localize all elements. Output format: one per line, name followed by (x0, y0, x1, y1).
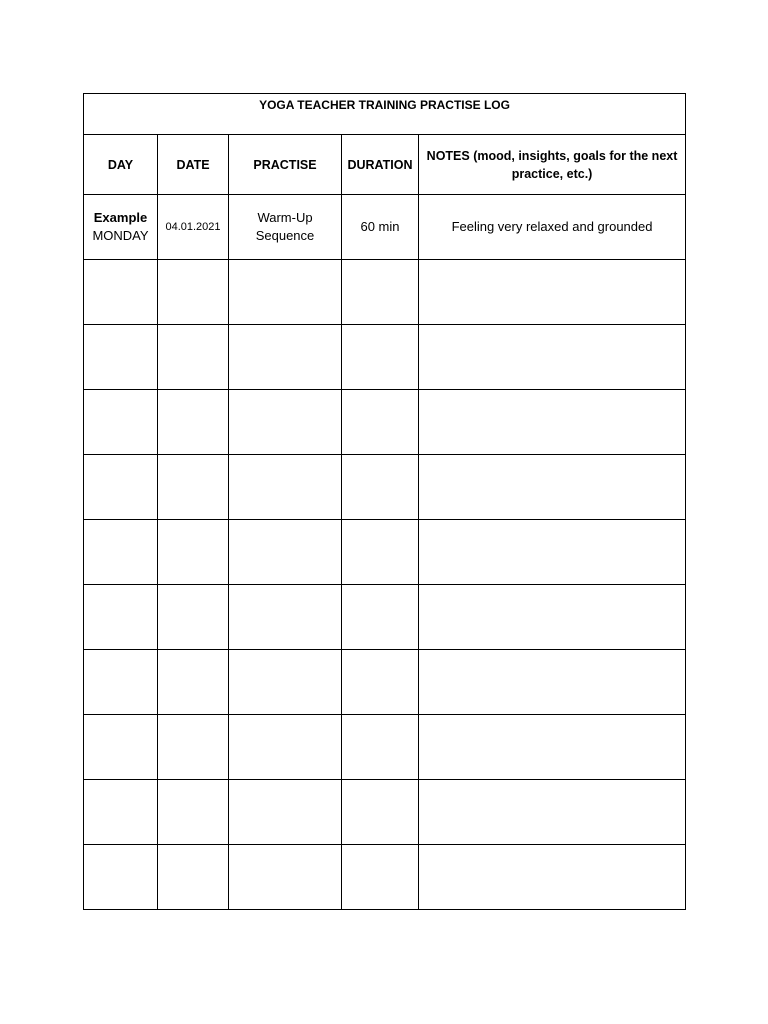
example-notes: Feeling very relaxed and grounded (419, 195, 686, 260)
notes-cell[interactable] (419, 845, 686, 910)
date-cell[interactable] (158, 780, 229, 845)
duration-cell[interactable] (342, 520, 419, 585)
practise-cell[interactable] (229, 260, 342, 325)
date-cell[interactable] (158, 715, 229, 780)
day-cell[interactable] (84, 845, 158, 910)
log-title: YOGA TEACHER TRAINING PRACTISE LOG (84, 94, 686, 135)
table-row (84, 325, 686, 390)
header-row (84, 135, 686, 195)
practise-cell[interactable] (229, 390, 342, 455)
day-cell[interactable] (84, 715, 158, 780)
duration-cell[interactable] (342, 455, 419, 520)
practise-cell[interactable] (229, 455, 342, 520)
practise-log-table (83, 93, 686, 910)
practise-cell[interactable] (229, 715, 342, 780)
duration-cell[interactable] (342, 650, 419, 715)
duration-cell[interactable] (342, 780, 419, 845)
example-label: Example (93, 210, 148, 225)
example-row (84, 195, 686, 260)
notes-cell[interactable] (419, 780, 686, 845)
example-practise-cell (229, 195, 342, 260)
notes-cell[interactable] (419, 520, 686, 585)
day-cell[interactable] (84, 325, 158, 390)
day-cell[interactable] (84, 260, 158, 325)
practise-cell[interactable] (229, 650, 342, 715)
table-row (84, 715, 686, 780)
notes-cell[interactable] (419, 585, 686, 650)
notes-cell[interactable] (419, 455, 686, 520)
table-row (84, 455, 686, 520)
date-cell[interactable] (158, 845, 229, 910)
example-day-cell (84, 195, 158, 260)
date-cell[interactable] (158, 325, 229, 390)
duration-cell[interactable] (342, 845, 419, 910)
day-cell[interactable] (84, 520, 158, 585)
notes-cell[interactable] (419, 390, 686, 455)
notes-cell[interactable] (419, 650, 686, 715)
day-cell[interactable] (84, 780, 158, 845)
date-cell[interactable] (158, 585, 229, 650)
example-practise-line1: Warm-Up (257, 210, 313, 225)
example-date: 04.01.2021 (158, 195, 229, 260)
table-row (84, 845, 686, 910)
table-row (84, 650, 686, 715)
table-row (84, 520, 686, 585)
date-cell[interactable] (158, 260, 229, 325)
header-notes: NOTES (mood, insights, goals for the next practice, etc.) (419, 135, 686, 195)
day-cell[interactable] (84, 455, 158, 520)
date-cell[interactable] (158, 455, 229, 520)
practise-cell[interactable] (229, 520, 342, 585)
duration-cell[interactable] (342, 390, 419, 455)
header-day: DAY (84, 135, 158, 195)
practise-cell[interactable] (229, 845, 342, 910)
header-duration: DURATION (342, 135, 419, 195)
table-row (84, 390, 686, 455)
duration-cell[interactable] (342, 715, 419, 780)
example-practise-line2: Sequence (255, 228, 315, 243)
day-cell[interactable] (84, 650, 158, 715)
notes-cell[interactable] (419, 325, 686, 390)
date-cell[interactable] (158, 390, 229, 455)
header-practise: PRACTISE (229, 135, 342, 195)
date-cell[interactable] (158, 650, 229, 715)
title-row (84, 94, 686, 135)
table-row (84, 260, 686, 325)
practise-cell[interactable] (229, 780, 342, 845)
notes-cell[interactable] (419, 260, 686, 325)
table-row (84, 585, 686, 650)
practise-cell[interactable] (229, 585, 342, 650)
date-cell[interactable] (158, 520, 229, 585)
duration-cell[interactable] (342, 260, 419, 325)
example-day: MONDAY (92, 228, 149, 243)
duration-cell[interactable] (342, 325, 419, 390)
header-date: DATE (158, 135, 229, 195)
table-row (84, 780, 686, 845)
duration-cell[interactable] (342, 585, 419, 650)
day-cell[interactable] (84, 390, 158, 455)
example-duration: 60 min (342, 195, 419, 260)
notes-cell[interactable] (419, 715, 686, 780)
day-cell[interactable] (84, 585, 158, 650)
practise-cell[interactable] (229, 325, 342, 390)
